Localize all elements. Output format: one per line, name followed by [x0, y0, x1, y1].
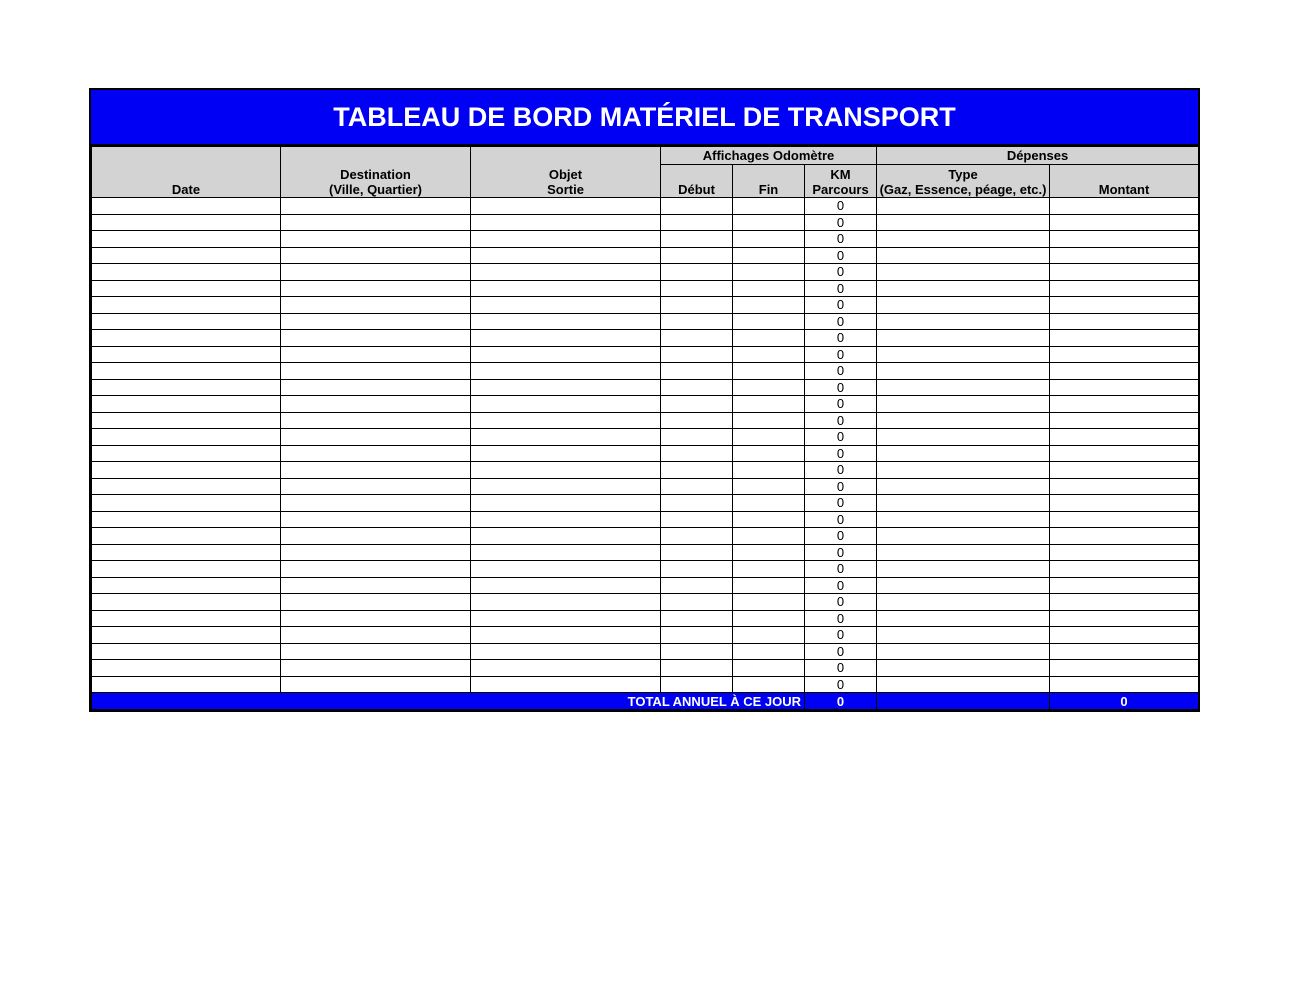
cell-date[interactable]	[92, 330, 281, 347]
cell-km: 0	[805, 412, 877, 429]
cell-km: 0	[805, 363, 877, 380]
header-type-line2: (Gaz, Essence, péage, etc.)	[879, 182, 1047, 197]
table-row	[92, 478, 1199, 495]
table-row	[92, 676, 1199, 693]
header-km-line2: Parcours	[812, 182, 869, 197]
cell-km: 0	[805, 264, 877, 281]
cell-montant[interactable]	[1050, 231, 1199, 248]
cell-debut[interactable]	[661, 594, 733, 611]
table-row	[92, 412, 1199, 429]
table-row	[92, 214, 1199, 231]
table-row	[92, 462, 1199, 479]
cell-destination[interactable]	[281, 462, 471, 479]
table-row	[92, 198, 1199, 215]
table-row	[92, 561, 1199, 578]
cell-destination[interactable]	[281, 297, 471, 314]
cell-objet[interactable]	[471, 198, 661, 215]
header-destination-line1: Destination	[340, 167, 411, 182]
cell-montant[interactable]	[1050, 676, 1199, 693]
sheet-title: TABLEAU DE BORD MATÉRIEL DE TRANSPORT	[91, 90, 1198, 146]
cell-montant[interactable]	[1050, 610, 1199, 627]
cell-date[interactable]	[92, 280, 281, 297]
cell-fin[interactable]	[733, 412, 805, 429]
cell-destination[interactable]	[281, 643, 471, 660]
cell-objet[interactable]	[471, 660, 661, 677]
cell-date[interactable]	[92, 214, 281, 231]
table-row	[92, 363, 1199, 380]
table-row	[92, 264, 1199, 281]
cell-objet[interactable]	[471, 412, 661, 429]
table-row	[92, 429, 1199, 446]
cell-objet[interactable]	[471, 676, 661, 693]
cell-fin[interactable]	[733, 561, 805, 578]
cell-date[interactable]	[92, 363, 281, 380]
cell-objet[interactable]	[471, 528, 661, 545]
table-row	[92, 280, 1199, 297]
cell-objet[interactable]	[471, 445, 661, 462]
cell-date[interactable]	[92, 445, 281, 462]
cell-objet[interactable]	[471, 214, 661, 231]
cell-montant[interactable]	[1050, 511, 1199, 528]
header-objet-line2: Sortie	[547, 182, 584, 197]
cell-fin[interactable]	[733, 264, 805, 281]
table-row	[92, 379, 1199, 396]
cell-type[interactable]	[877, 445, 1050, 462]
cell-debut[interactable]	[661, 495, 733, 512]
cell-type[interactable]	[877, 330, 1050, 347]
cell-fin[interactable]	[733, 577, 805, 594]
cell-type[interactable]	[877, 478, 1050, 495]
header-date: Date	[92, 147, 281, 198]
cell-montant[interactable]	[1050, 528, 1199, 545]
cell-destination[interactable]	[281, 429, 471, 446]
cell-fin[interactable]	[733, 511, 805, 528]
cell-km: 0	[805, 594, 877, 611]
cell-montant[interactable]	[1050, 297, 1199, 314]
cell-type[interactable]	[877, 346, 1050, 363]
table-row	[92, 511, 1199, 528]
cell-objet[interactable]	[471, 561, 661, 578]
cell-objet[interactable]	[471, 577, 661, 594]
cell-destination[interactable]	[281, 313, 471, 330]
cell-type[interactable]	[877, 594, 1050, 611]
cell-destination[interactable]	[281, 676, 471, 693]
header-debut: Début	[661, 165, 733, 198]
cell-type[interactable]	[877, 561, 1050, 578]
cell-date[interactable]	[92, 495, 281, 512]
cell-km: 0	[805, 478, 877, 495]
cell-date[interactable]	[92, 544, 281, 561]
cell-type[interactable]	[877, 412, 1050, 429]
cell-debut[interactable]	[661, 627, 733, 644]
table-row	[92, 660, 1199, 677]
cell-km: 0	[805, 198, 877, 215]
cell-type[interactable]	[877, 429, 1050, 446]
table-row	[92, 627, 1199, 644]
cell-destination[interactable]	[281, 214, 471, 231]
cell-type[interactable]	[877, 544, 1050, 561]
cell-type[interactable]	[877, 676, 1050, 693]
table-row	[92, 495, 1199, 512]
cell-type[interactable]	[877, 495, 1050, 512]
cell-type[interactable]	[877, 528, 1050, 545]
cell-km: 0	[805, 297, 877, 314]
cell-destination[interactable]	[281, 264, 471, 281]
cell-montant[interactable]	[1050, 396, 1199, 413]
cell-date[interactable]	[92, 528, 281, 545]
cell-date[interactable]	[92, 676, 281, 693]
cell-fin[interactable]	[733, 610, 805, 627]
cell-montant[interactable]	[1050, 280, 1199, 297]
cell-debut[interactable]	[661, 478, 733, 495]
cell-km: 0	[805, 610, 877, 627]
cell-montant[interactable]	[1050, 495, 1199, 512]
cell-montant[interactable]	[1050, 462, 1199, 479]
cell-type[interactable]	[877, 247, 1050, 264]
cell-destination[interactable]	[281, 610, 471, 627]
cell-type[interactable]	[877, 511, 1050, 528]
cell-destination[interactable]	[281, 198, 471, 215]
cell-type[interactable]	[877, 627, 1050, 644]
cell-fin[interactable]	[733, 627, 805, 644]
table-row	[92, 313, 1199, 330]
cell-fin[interactable]	[733, 429, 805, 446]
cell-km: 0	[805, 627, 877, 644]
cell-km: 0	[805, 330, 877, 347]
cell-type[interactable]	[877, 297, 1050, 314]
cell-destination[interactable]	[281, 412, 471, 429]
header-destination-line2: (Ville, Quartier)	[329, 182, 422, 197]
cell-fin[interactable]	[733, 214, 805, 231]
cell-date[interactable]	[92, 396, 281, 413]
cell-fin[interactable]	[733, 495, 805, 512]
cell-montant[interactable]	[1050, 363, 1199, 380]
cell-date[interactable]	[92, 231, 281, 248]
cell-montant[interactable]	[1050, 264, 1199, 281]
cell-debut[interactable]	[661, 528, 733, 545]
cell-objet[interactable]	[471, 511, 661, 528]
cell-montant[interactable]	[1050, 594, 1199, 611]
cell-fin[interactable]	[733, 528, 805, 545]
cell-km: 0	[805, 561, 877, 578]
cell-type[interactable]	[877, 462, 1050, 479]
cell-km: 0	[805, 544, 877, 561]
cell-debut[interactable]	[661, 379, 733, 396]
table-row	[92, 297, 1199, 314]
cell-date[interactable]	[92, 346, 281, 363]
cell-km: 0	[805, 528, 877, 545]
cell-fin[interactable]	[733, 462, 805, 479]
cell-fin[interactable]	[733, 396, 805, 413]
cell-destination[interactable]	[281, 660, 471, 677]
cell-date[interactable]	[92, 478, 281, 495]
cell-debut[interactable]	[661, 214, 733, 231]
cell-objet[interactable]	[471, 264, 661, 281]
cell-debut[interactable]	[661, 231, 733, 248]
cell-objet[interactable]	[471, 610, 661, 627]
total-row	[92, 693, 1199, 710]
cell-type[interactable]	[877, 264, 1050, 281]
cell-km: 0	[805, 577, 877, 594]
header-odometer-group: Affichages Odomètre	[661, 147, 877, 165]
cell-destination[interactable]	[281, 528, 471, 545]
cell-destination[interactable]	[281, 577, 471, 594]
cell-type[interactable]	[877, 313, 1050, 330]
cell-debut[interactable]	[661, 297, 733, 314]
cell-debut[interactable]	[661, 264, 733, 281]
total-montant: 0	[1050, 693, 1199, 710]
cell-objet[interactable]	[471, 231, 661, 248]
table-row	[92, 528, 1199, 545]
cell-destination[interactable]	[281, 478, 471, 495]
header-km	[805, 165, 877, 198]
table-row	[92, 544, 1199, 561]
cell-destination[interactable]	[281, 627, 471, 644]
cell-type[interactable]	[877, 610, 1050, 627]
transport-log-table	[91, 146, 1199, 710]
cell-type[interactable]	[877, 379, 1050, 396]
table-row	[92, 247, 1199, 264]
table-row	[92, 231, 1199, 248]
header-type	[877, 165, 1050, 198]
header-depenses-group: Dépenses	[877, 147, 1199, 165]
cell-debut[interactable]	[661, 577, 733, 594]
cell-debut[interactable]	[661, 511, 733, 528]
cell-type[interactable]	[877, 198, 1050, 215]
header-fin: Fin	[733, 165, 805, 198]
cell-debut[interactable]	[661, 247, 733, 264]
cell-montant[interactable]	[1050, 346, 1199, 363]
cell-type[interactable]	[877, 577, 1050, 594]
cell-date[interactable]	[92, 462, 281, 479]
cell-type[interactable]	[877, 643, 1050, 660]
cell-montant[interactable]	[1050, 478, 1199, 495]
cell-objet[interactable]	[471, 280, 661, 297]
cell-type[interactable]	[877, 280, 1050, 297]
cell-destination[interactable]	[281, 363, 471, 380]
cell-date[interactable]	[92, 660, 281, 677]
cell-montant[interactable]	[1050, 544, 1199, 561]
cell-objet[interactable]	[471, 297, 661, 314]
cell-type[interactable]	[877, 396, 1050, 413]
cell-debut[interactable]	[661, 280, 733, 297]
total-km: 0	[805, 693, 877, 710]
cell-km: 0	[805, 429, 877, 446]
cell-destination[interactable]	[281, 445, 471, 462]
cell-destination[interactable]	[281, 346, 471, 363]
cell-montant[interactable]	[1050, 660, 1199, 677]
cell-destination[interactable]	[281, 396, 471, 413]
cell-fin[interactable]	[733, 363, 805, 380]
cell-debut[interactable]	[661, 676, 733, 693]
cell-fin[interactable]	[733, 660, 805, 677]
cell-fin[interactable]	[733, 379, 805, 396]
cell-km: 0	[805, 247, 877, 264]
table-row	[92, 594, 1199, 611]
table-row	[92, 346, 1199, 363]
cell-montant[interactable]	[1050, 379, 1199, 396]
cell-objet[interactable]	[471, 627, 661, 644]
table-row	[92, 396, 1199, 413]
cell-objet[interactable]	[471, 379, 661, 396]
table-row	[92, 330, 1199, 347]
cell-km: 0	[805, 313, 877, 330]
cell-fin[interactable]	[733, 231, 805, 248]
cell-debut[interactable]	[661, 445, 733, 462]
cell-debut[interactable]	[661, 313, 733, 330]
cell-destination[interactable]	[281, 330, 471, 347]
cell-km: 0	[805, 396, 877, 413]
cell-destination[interactable]	[281, 280, 471, 297]
cell-km: 0	[805, 214, 877, 231]
cell-montant[interactable]	[1050, 577, 1199, 594]
cell-objet[interactable]	[471, 330, 661, 347]
cell-debut[interactable]	[661, 198, 733, 215]
cell-fin[interactable]	[733, 198, 805, 215]
cell-debut[interactable]	[661, 396, 733, 413]
cell-destination[interactable]	[281, 495, 471, 512]
cell-objet[interactable]	[471, 495, 661, 512]
cell-montant[interactable]	[1050, 412, 1199, 429]
table-row	[92, 610, 1199, 627]
cell-objet[interactable]	[471, 247, 661, 264]
cell-montant[interactable]	[1050, 313, 1199, 330]
cell-fin[interactable]	[733, 643, 805, 660]
header-montant: Montant	[1050, 165, 1199, 198]
cell-debut[interactable]	[661, 330, 733, 347]
cell-fin[interactable]	[733, 313, 805, 330]
cell-destination[interactable]	[281, 544, 471, 561]
cell-debut[interactable]	[661, 346, 733, 363]
cell-objet[interactable]	[471, 643, 661, 660]
cell-debut[interactable]	[661, 412, 733, 429]
cell-date[interactable]	[92, 198, 281, 215]
header-objet-line1: Objet	[548, 167, 583, 182]
cell-debut[interactable]	[661, 429, 733, 446]
cell-fin[interactable]	[733, 594, 805, 611]
cell-date[interactable]	[92, 610, 281, 627]
total-type-empty	[877, 693, 1050, 710]
cell-debut[interactable]	[661, 544, 733, 561]
cell-fin[interactable]	[733, 478, 805, 495]
cell-objet[interactable]	[471, 313, 661, 330]
cell-date[interactable]	[92, 627, 281, 644]
cell-destination[interactable]	[281, 379, 471, 396]
cell-montant[interactable]	[1050, 198, 1199, 215]
cell-debut[interactable]	[661, 660, 733, 677]
cell-destination[interactable]	[281, 511, 471, 528]
cell-fin[interactable]	[733, 445, 805, 462]
cell-destination[interactable]	[281, 247, 471, 264]
cell-km: 0	[805, 231, 877, 248]
cell-montant[interactable]	[1050, 627, 1199, 644]
cell-montant[interactable]	[1050, 214, 1199, 231]
cell-date[interactable]	[92, 643, 281, 660]
log-body	[92, 198, 1199, 693]
cell-fin[interactable]	[733, 346, 805, 363]
table-row	[92, 577, 1199, 594]
total-label: TOTAL ANNUEL À CE JOUR	[92, 693, 805, 710]
cell-km: 0	[805, 462, 877, 479]
cell-debut[interactable]	[661, 462, 733, 479]
table-row	[92, 445, 1199, 462]
cell-date[interactable]	[92, 313, 281, 330]
cell-fin[interactable]	[733, 676, 805, 693]
cell-date[interactable]	[92, 264, 281, 281]
header-objet	[471, 147, 661, 198]
cell-destination[interactable]	[281, 594, 471, 611]
cell-type[interactable]	[877, 231, 1050, 248]
cell-type[interactable]	[877, 660, 1050, 677]
cell-date[interactable]	[92, 297, 281, 314]
header-type-line1: Type	[948, 167, 978, 182]
cell-fin[interactable]	[733, 544, 805, 561]
cell-fin[interactable]	[733, 297, 805, 314]
cell-km: 0	[805, 379, 877, 396]
cell-objet[interactable]	[471, 346, 661, 363]
cell-objet[interactable]	[471, 363, 661, 380]
cell-objet[interactable]	[471, 396, 661, 413]
cell-objet[interactable]	[471, 544, 661, 561]
cell-montant[interactable]	[1050, 247, 1199, 264]
cell-debut[interactable]	[661, 363, 733, 380]
header-km-line1: KM	[830, 167, 851, 182]
cell-date[interactable]	[92, 412, 281, 429]
cell-km: 0	[805, 676, 877, 693]
cell-km: 0	[805, 495, 877, 512]
cell-km: 0	[805, 511, 877, 528]
cell-objet[interactable]	[471, 429, 661, 446]
cell-destination[interactable]	[281, 231, 471, 248]
cell-fin[interactable]	[733, 330, 805, 347]
table-row	[92, 643, 1199, 660]
cell-montant[interactable]	[1050, 643, 1199, 660]
cell-km: 0	[805, 346, 877, 363]
cell-fin[interactable]	[733, 280, 805, 297]
cell-date[interactable]	[92, 577, 281, 594]
cell-montant[interactable]	[1050, 445, 1199, 462]
cell-montant[interactable]	[1050, 330, 1199, 347]
transport-log-sheet	[89, 88, 1200, 712]
cell-date[interactable]	[92, 429, 281, 446]
cell-objet[interactable]	[471, 594, 661, 611]
cell-date[interactable]	[92, 594, 281, 611]
cell-objet[interactable]	[471, 478, 661, 495]
cell-debut[interactable]	[661, 561, 733, 578]
cell-objet[interactable]	[471, 462, 661, 479]
cell-km: 0	[805, 445, 877, 462]
cell-km: 0	[805, 660, 877, 677]
cell-montant[interactable]	[1050, 561, 1199, 578]
cell-date[interactable]	[92, 511, 281, 528]
cell-destination[interactable]	[281, 561, 471, 578]
cell-debut[interactable]	[661, 643, 733, 660]
cell-type[interactable]	[877, 214, 1050, 231]
cell-date[interactable]	[92, 247, 281, 264]
cell-date[interactable]	[92, 561, 281, 578]
cell-fin[interactable]	[733, 247, 805, 264]
cell-km: 0	[805, 643, 877, 660]
cell-debut[interactable]	[661, 610, 733, 627]
header-destination	[281, 147, 471, 198]
cell-date[interactable]	[92, 379, 281, 396]
cell-montant[interactable]	[1050, 429, 1199, 446]
cell-type[interactable]	[877, 363, 1050, 380]
cell-km: 0	[805, 280, 877, 297]
